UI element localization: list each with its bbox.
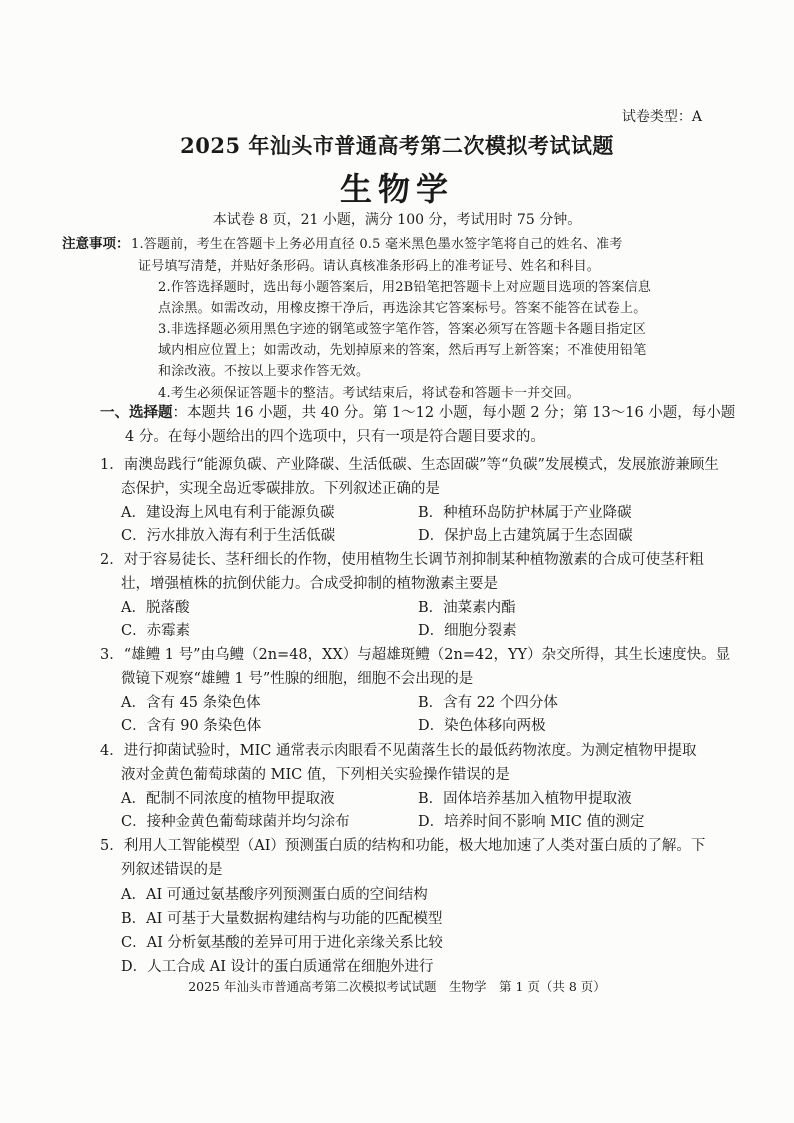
note-line: 和涂改液。不按以上要求作答无效。 [158, 364, 370, 379]
exam-title: 2025 年汕头市普通高考第二次模拟考试试题 [180, 133, 614, 158]
note-line: 4.考生必须保证答题卡的整洁。考试结束后，将试卷和答题卡一并交回。 [158, 386, 581, 401]
note-line: 证号填写清楚，并贴好条形码。请认真核准条形码上的准考证号、姓名和科目。 [138, 259, 601, 274]
note-line: 域内相应位置上；如需改动，先划掉原来的答案，然后再写上新答案；不准使用铅笔 [158, 343, 647, 358]
question-1-option-b: B．种植环岛防护林属于产业降碳 [418, 505, 632, 521]
notes-label: 注意事项： [62, 236, 130, 252]
section-label: 一、选择题 [100, 404, 173, 421]
question-2-stem-2: 壮，增强植株的抗倒伏能力。合成受抑制的植物激素主要是 [121, 576, 498, 592]
question-2-option-a: A．脱落酸 [121, 600, 190, 616]
question-5-stem-2: 列叙述错误的是 [121, 862, 223, 878]
question-2-stem: 2．对于容易徒长、茎秆细长的作物，使用植物生长调节剂抑制某种植物激素的合成可使茎秆粗 [100, 552, 704, 568]
page-footer: 2025 年汕头市普通高考第二次模拟考试试题 生物学 第 1 页（共 8 页） [188, 979, 606, 994]
question-3-option-d: D．染色体移向两极 [418, 718, 546, 734]
question-4-option-c: C．接种金黄色葡萄球菌并均匀涂布 [121, 814, 350, 830]
question-1-option-d: D．保护岛上古建筑属于生态固碳 [418, 528, 633, 544]
question-1-stem-2: 态保护，实现全岛近零碳排放。下列叙述正确的是 [121, 481, 440, 497]
question-3-stem: 3．“雄鳢 1 号”由乌鳢（2n=48，XX）与超雄斑鳢（2n=42，YY）杂交所得，其生长速度快。显 [100, 647, 731, 663]
question-5-option-c: C．AI 分析氨基酸的差异可用于进化亲缘关系比较 [121, 935, 443, 951]
note-line: 1.答题前，考生在答题卡上务必用直径 0.5 毫米黑色墨水签字笔将自己的姓名、准考 [131, 237, 623, 252]
question-4-option-a: A．配制不同浓度的植物甲提取液 [121, 791, 335, 807]
question-5-stem: 5．利用人工智能模型（AI）预测蛋白质的结构和功能，极大地加速了人类对蛋白质的了解。下 [100, 838, 706, 854]
question-2-option-c: C．赤霉素 [121, 623, 191, 639]
note-line: 3.非选择题必须用黑色字迹的钢笔或签字笔作答，答案必须写在答题卡各题目指定区 [158, 322, 647, 337]
question-5-option-b: B．AI 可基于大量数据构建结构与功能的匹配模型 [121, 911, 443, 927]
section-desc-2: 4 分。在每小题给出的四个选项中，只有一项是符合题目要求的。 [125, 429, 545, 445]
question-2-option-d: D．细胞分裂素 [418, 623, 517, 639]
note-line: 2.作答选择题时，选出每小题答案后，用2B铅笔把答题卡上对应题目选项的答案信息 [158, 280, 652, 295]
question-4-stem-2: 液对金黄色葡萄球菌的 MIC 值，下列相关实验操作错误的是 [121, 767, 510, 783]
exam-info: 本试卷 8 页，21 小题，满分 100 分，考试用时 75 分钟。 [212, 212, 582, 228]
question-5-option-a: A．AI 可通过氨基酸序列预测蛋白质的空间结构 [121, 887, 428, 903]
question-3-option-c: C．含有 90 条染色体 [121, 718, 262, 734]
question-4-stem: 4．进行抑菌试验时，MIC 通常表示肉眼看不见菌落生长的最低药物浓度。为测定植物甲提取 [100, 743, 697, 759]
question-4-option-b: B．固体培养基加入植物甲提取液 [418, 791, 632, 807]
subject-title: 生物学 [339, 170, 454, 208]
question-3-option-a: A．含有 45 条染色体 [121, 695, 261, 711]
section-heading [100, 401, 735, 422]
note-line: 点涂黑。如需改动，用橡皮擦干净后，再选涂其它答案标号。答案不能答在试卷上。 [158, 301, 647, 316]
question-4-option-d: D．培养时间不影响 MIC 值的测定 [418, 814, 645, 830]
question-1-stem: 1．南澳岛践行“能源负碳、产业降碳、生活低碳、生态固碳”等“负碳”发展模式，发展旅游兼顾生 [100, 457, 719, 473]
question-1-option-a: A．建设海上风电有利于能源负碳 [121, 505, 335, 521]
question-2-option-b: B．油菜素内酯 [418, 600, 516, 616]
exam-type-label: 试卷类型：A [621, 109, 702, 125]
question-3-stem-2: 微镜下观察“雄鳢 1 号”性腺的细胞，细胞不会出现的是 [121, 671, 474, 687]
question-1-option-c: C．污水排放入海有利于生活低碳 [121, 528, 336, 544]
question-3-option-b: B．含有 22 个四分体 [418, 695, 558, 711]
section-desc: ：本题共 16 小题，共 40 分。第 1～12 小题，每小题 2 分；第 13～16 小题，每小题 [172, 405, 736, 421]
question-5-option-d: D．人工合成 AI 设计的蛋白质通常在细胞外进行 [121, 959, 434, 975]
